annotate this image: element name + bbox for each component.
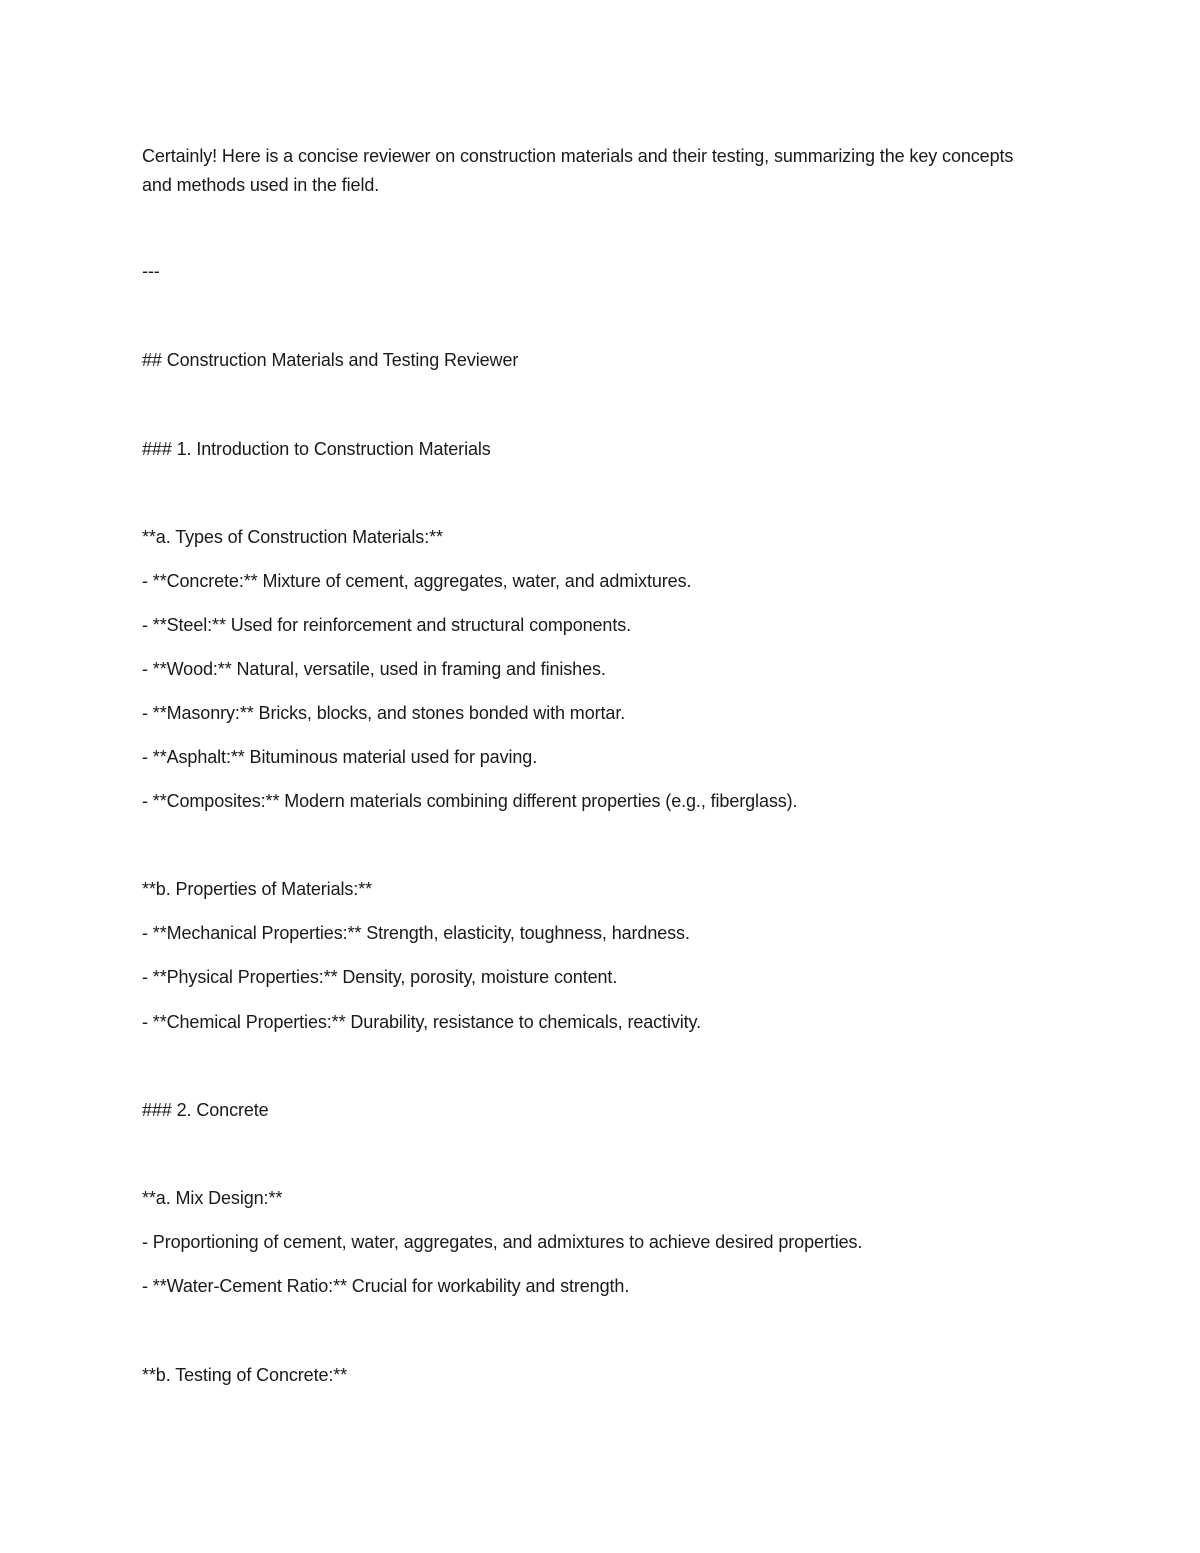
list-item: - **Composites:** Modern materials combining different properties (e.g., fiberglass). [142, 791, 798, 811]
document-title: ## Construction Materials and Testing Reviewer [142, 350, 519, 370]
properties-heading: **b. Properties of Materials:** [142, 879, 373, 899]
intro-paragraph: Certainly! Here is a concise reviewer on construction materials and their testing, summarizing the key concepts and methods used in the field. [142, 146, 1014, 195]
list-item: - **Water-Cement Ratio:** Crucial for workability and strength. [142, 1276, 630, 1296]
list-item: - **Masonry:** Bricks, blocks, and stones bonded with mortar. [142, 703, 626, 723]
list-item: - **Wood:** Natural, versatile, used in framing and finishes. [142, 659, 606, 679]
testing-heading: **b. Testing of Concrete:** [142, 1365, 348, 1385]
list-item: - Proportioning of cement, water, aggregates, and admixtures to achieve desired properties. [142, 1232, 863, 1252]
list-item: - **Mechanical Properties:** Strength, elasticity, toughness, hardness. [142, 923, 690, 943]
types-heading: **a. Types of Construction Materials:** [142, 527, 443, 547]
list-item: - **Asphalt:** Bituminous material used for paving. [142, 747, 538, 767]
section-2-heading: ### 2. Concrete [142, 1100, 269, 1120]
section-1-heading: ### 1. Introduction to Construction Materials [142, 439, 491, 459]
mix-design-heading: **a. Mix Design:** [142, 1188, 283, 1208]
separator: --- [142, 261, 160, 281]
list-item: - **Steel:** Used for reinforcement and structural components. [142, 615, 632, 635]
list-item: - **Chemical Properties:** Durability, resistance to chemicals, reactivity. [142, 1012, 702, 1032]
list-item: - **Concrete:** Mixture of cement, aggregates, water, and admixtures. [142, 571, 692, 591]
list-item: - **Physical Properties:** Density, porosity, moisture content. [142, 967, 618, 987]
